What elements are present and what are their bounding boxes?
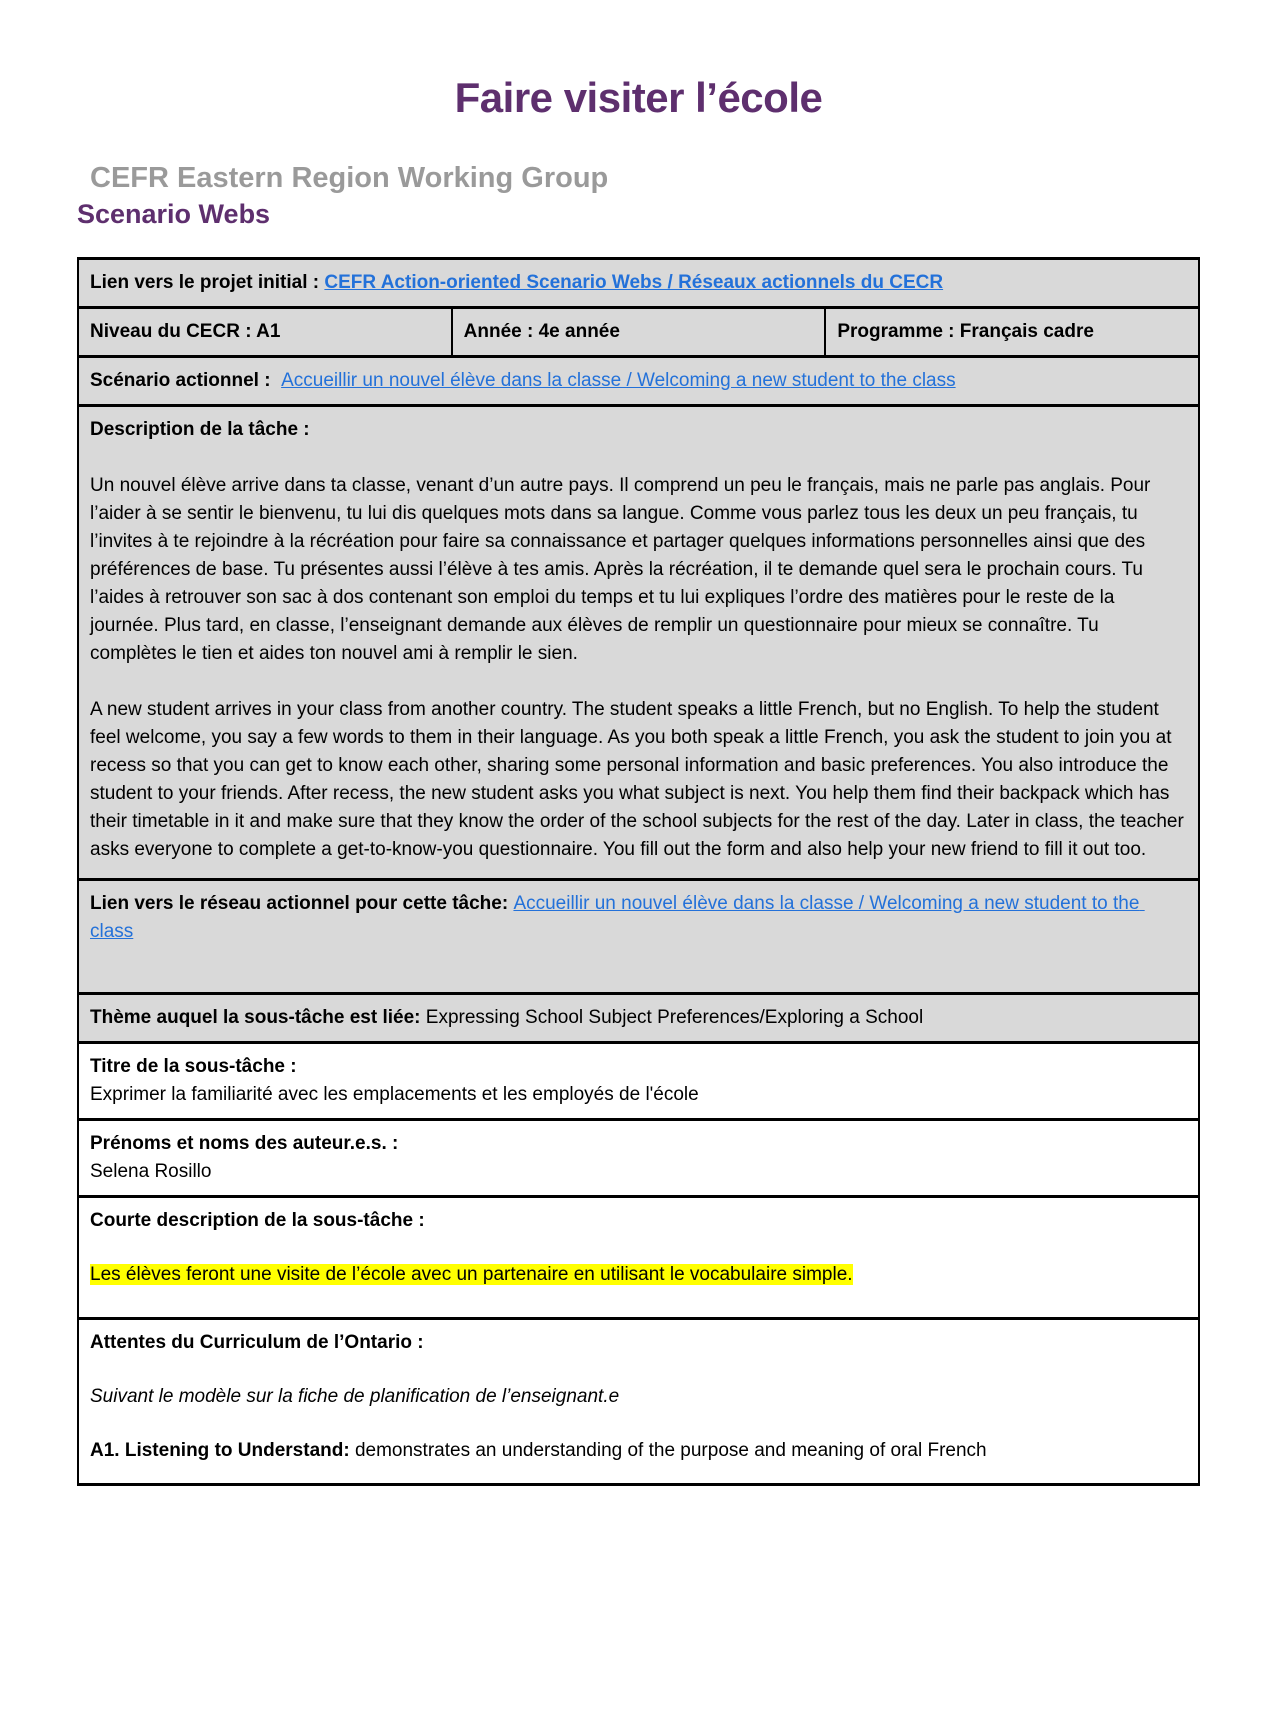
description-cell (78, 406, 1199, 880)
project-link[interactable]: CEFR Action-oriented Scenario Webs / Réseaux actionnels du CECR (324, 272, 944, 293)
subtask-title-cell (78, 1043, 1199, 1120)
scenario-row (78, 357, 1199, 406)
authors-value: Selena Rosillo (90, 1161, 212, 1182)
scenario-table (77, 257, 1200, 1486)
project-link-row (78, 259, 1199, 308)
project-link-cell (78, 259, 1199, 308)
expectation-label: A1. Listening to Understand: (90, 1440, 350, 1461)
short-description-text-line (90, 1261, 1187, 1289)
level-row (78, 308, 1199, 357)
network-link-cell (78, 880, 1199, 994)
expectation-text: demonstrates an understanding of the purpose and meaning of oral French (349, 1440, 987, 1461)
theme-value: Expressing School Subject Preferences/Exploring a School (425, 1007, 924, 1028)
theme-label: Thème auquel la sous-tâche est liée: (90, 1007, 426, 1028)
short-description-cell (78, 1197, 1199, 1319)
curriculum-expectation-line (90, 1437, 1187, 1465)
curriculum-cell (78, 1319, 1199, 1485)
network-link-label: Lien vers le réseau actionnel pour cette tâche: (90, 893, 514, 914)
page-title: Faire visiter l’école (454, 74, 823, 121)
description-paragraph-fr: Un nouvel élève arrive dans ta classe, venant d’un autre pays. Il comprend un peu le français, mais ne parle pas anglais. Pour l’aider à se sentir le bienvenu, tu lui dis quelques mots dans sa langue. Comme vous parlez tous les deux un peu français, tu l’invites à te rejoindre à la récréation pour faire sa connaissance et partager quelques informations personnelles ainsi que des préférences de base. Tu présentes aussi l’élève à tes amis. Après la récréation, il te demande quel sera le prochain cours. Tu l’aides à retrouver son sac à dos contenant son emploi du temps et tu lui expliques l’ordre des matières pour le reste de la journée. Plus tard, en classe, l’enseignant demande aux élèves de remplir un questionnaire pour mieux se connaître. Tu complètes le tien et aides ton nouvel ami à remplir le sien. (90, 475, 1151, 664)
network-link[interactable]: Accueillir un nouvel élève dans la classe / Welcoming a new student to the class (90, 893, 1145, 942)
subtask-title-value: Exprimer la familiarité avec les emplacements et les employés de l'école (90, 1084, 699, 1105)
authors-cell (78, 1120, 1199, 1197)
curriculum-row (78, 1319, 1199, 1485)
network-link-row (78, 880, 1199, 994)
subtask-title-label: Titre de la sous-tâche : (90, 1056, 297, 1077)
cefr-level-cell: Niveau du CECR : A1 (78, 308, 452, 357)
short-description-row (78, 1197, 1199, 1319)
highlighted-text: Les élèves feront une visite de l’école avec un partenaire en utilisant le vocabulaire simple. (90, 1264, 853, 1285)
theme-row (78, 994, 1199, 1043)
curriculum-italic-note: Suivant le modèle sur la fiche de planification de l’enseignant.e (90, 1386, 620, 1407)
theme-cell (78, 994, 1199, 1043)
program-cell: Programme : Français cadre (825, 308, 1199, 357)
year-cell: Année : 4e année (452, 308, 826, 357)
document-page (77, 74, 1200, 1486)
authors-row (78, 1120, 1199, 1197)
scenario-label: Scénario actionnel : (90, 370, 282, 391)
authors-label: Prénoms et noms des auteur.e.s. : (90, 1133, 399, 1154)
short-description-label: Courte description de la sous-tâche : (90, 1210, 425, 1231)
subtitle-scenario-webs: Scenario Webs (77, 199, 271, 229)
scenario-cell (78, 357, 1199, 406)
subtask-title-row (78, 1043, 1199, 1120)
scenario-link[interactable]: Accueillir un nouvel élève dans la classe / Welcoming a new student to the class (281, 370, 956, 391)
subtitle-working-group: CEFR Eastern Region Working Group (90, 162, 609, 194)
project-link-label: Lien vers le projet initial : (90, 272, 325, 293)
description-row (78, 406, 1199, 880)
description-paragraph-en: A new student arrives in your class from another country. The student speaks a little French, but no English. To help the student feel welcome, you say a few words to them in their language. As you both speak a little French, you ask the student to join you at recess so that you can get to know each other, sharing some personal information and basic preferences. You also introduce the student to your friends. After recess, the new student asks you what subject is next. You help them find their backpack which has their timetable in it and make sure that they know the order of the school subjects for the rest of the day. Later in class, the teacher asks everyone to complete a get-to-know-you questionnaire. You fill out the form and also help your new friend to fill it out too. (90, 699, 1184, 860)
description-label: Description de la tâche : (90, 419, 310, 440)
curriculum-label: Attentes du Curriculum de l’Ontario : (90, 1332, 424, 1353)
